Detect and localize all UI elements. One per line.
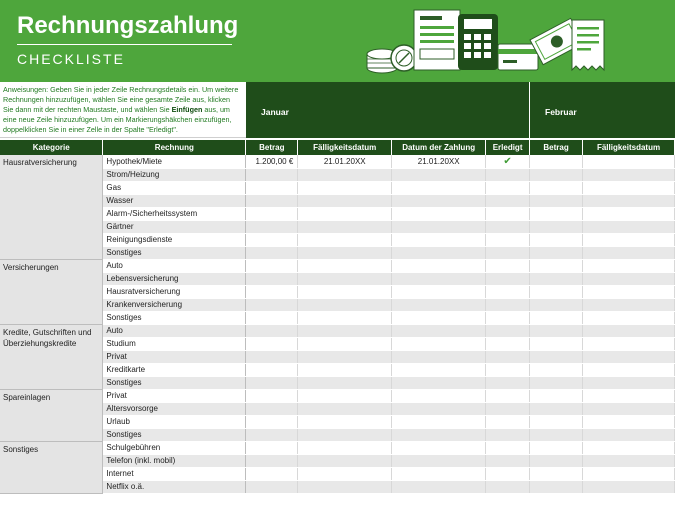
bill-name-cell[interactable]: Reinigungsdienste [103,233,246,246]
payment-date-cell[interactable] [392,233,486,246]
done-cell[interactable] [486,480,530,493]
due-date-feb-cell[interactable] [583,220,675,233]
due-date-cell[interactable] [298,285,392,298]
table-row [0,389,675,402]
calculator-icon [458,14,498,70]
amount-feb-cell[interactable] [530,389,583,402]
category-cell[interactable]: Spareinlagen [0,389,103,441]
due-date-feb-cell[interactable] [583,311,675,324]
column-header-bill[interactable]: Rechnung [103,140,246,155]
bill-name-cell[interactable]: Lebensversicherung [103,272,246,285]
amount-feb-cell[interactable] [530,194,583,207]
table-row [0,155,675,168]
bill-name-cell[interactable]: Gärtner [103,220,246,233]
due-date-feb-cell[interactable] [583,376,675,389]
payment-date-cell[interactable] [392,272,486,285]
amount-feb-cell[interactable] [530,220,583,233]
title-divider [17,44,232,45]
amount-feb-cell[interactable] [530,259,583,272]
bill-name-cell[interactable]: Gas [103,181,246,194]
column-header-payment-date[interactable]: Datum der Zahlung [392,140,486,155]
amount-cell[interactable] [246,181,298,194]
due-date-cell[interactable] [298,298,392,311]
done-cell[interactable] [486,467,530,480]
done-cell[interactable] [486,168,530,181]
done-cell[interactable] [486,285,530,298]
due-date-feb-cell[interactable] [583,233,675,246]
due-date-cell[interactable] [298,389,392,402]
due-date-feb-cell[interactable] [583,181,675,194]
due-date-feb-cell[interactable] [583,454,675,467]
column-header-row [0,140,675,155]
amount-cell[interactable] [246,285,298,298]
payment-date-cell[interactable] [392,220,486,233]
table-row [0,324,675,337]
amount-feb-cell[interactable] [530,441,583,454]
due-date-cell[interactable] [298,454,392,467]
payment-date-cell[interactable] [392,311,486,324]
due-date-feb-cell[interactable] [583,168,675,181]
due-date-cell[interactable] [298,415,392,428]
bill-name-cell[interactable]: Altersvorsorge [103,402,246,415]
payment-date-cell[interactable] [392,168,486,181]
due-date-feb-cell[interactable] [583,285,675,298]
amount-cell[interactable] [246,207,298,220]
column-header-due-date[interactable]: Fälligkeitsdatum [298,140,392,155]
instructions: Anweisungen: Geben Sie in jeder Zeile Rechnungsdetails ein. Um weitere Rechnungen hinzuzufügen, wählen Sie eine gesamte Zeile aus, klicken Sie dann mit der rechten Maustaste, und wählen Sie Einfügen aus, um eine neue Zeile hinzuzufügen. Um ein Markierungshäkchen einzufügen, doppelklicken Sie in einer Zelle in der Spalte "Erledigt". [0,82,246,138]
due-date-feb-cell[interactable] [583,402,675,415]
amount-cell[interactable] [246,337,298,350]
payment-date-cell[interactable] [392,402,486,415]
due-date-feb-cell[interactable] [583,207,675,220]
amount-cell[interactable] [246,220,298,233]
bill-name-cell[interactable]: Sonstiges [103,246,246,259]
amount-cell[interactable] [246,324,298,337]
amount-cell[interactable] [246,363,298,376]
amount-feb-cell[interactable] [530,480,583,493]
due-date-cell[interactable] [298,467,392,480]
payment-date-cell[interactable] [392,350,486,363]
done-cell[interactable] [486,324,530,337]
amount-cell[interactable] [246,272,298,285]
due-date-feb-cell[interactable] [583,337,675,350]
due-date-feb-cell[interactable] [583,272,675,285]
column-header-due-date-feb[interactable]: Fälligkeitsdatum [583,140,675,155]
bill-name-cell[interactable]: Hausratversicherung [103,285,246,298]
amount-feb-cell[interactable] [530,181,583,194]
due-date-feb-cell[interactable] [583,155,675,168]
due-date-feb-cell[interactable] [583,480,675,493]
bill-table-body [0,155,675,493]
done-cell[interactable] [486,246,530,259]
due-date-cell[interactable] [298,480,392,493]
payment-date-cell[interactable] [392,246,486,259]
payment-date-cell[interactable] [392,298,486,311]
payment-date-cell[interactable] [392,389,486,402]
payment-date-cell[interactable] [392,285,486,298]
due-date-cell[interactable] [298,233,392,246]
amount-feb-cell[interactable] [530,272,583,285]
due-date-cell[interactable] [298,220,392,233]
due-date-cell[interactable] [298,311,392,324]
due-date-cell[interactable] [298,207,392,220]
amount-feb-cell[interactable] [530,415,583,428]
due-date-feb-cell[interactable] [583,194,675,207]
due-date-cell[interactable] [298,441,392,454]
done-cell[interactable] [486,337,530,350]
due-date-cell[interactable] [298,337,392,350]
due-date-feb-cell[interactable] [583,298,675,311]
amount-cell[interactable] [246,454,298,467]
table-row [0,441,675,454]
bill-name-cell[interactable]: Auto [103,259,246,272]
amount-cell[interactable] [246,441,298,454]
column-header-done[interactable]: Erledigt [486,140,530,155]
done-cell[interactable] [486,402,530,415]
payment-date-cell[interactable] [392,324,486,337]
amount-cell[interactable] [246,194,298,207]
amount-cell[interactable] [246,168,298,181]
due-date-cell[interactable] [298,402,392,415]
payment-date-cell[interactable] [392,376,486,389]
amount-feb-cell[interactable] [530,350,583,363]
done-cell[interactable] [486,389,530,402]
due-date-feb-cell[interactable] [583,389,675,402]
amount-feb-cell[interactable] [530,402,583,415]
payment-date-cell[interactable] [392,337,486,350]
amount-cell[interactable] [246,467,298,480]
done-cell[interactable] [486,272,530,285]
done-cell[interactable] [486,220,530,233]
payment-date-cell[interactable]: 21.01.20XX [392,155,486,168]
done-cell[interactable] [486,454,530,467]
amount-feb-cell[interactable] [530,324,583,337]
done-cell[interactable] [486,233,530,246]
amount-feb-cell[interactable] [530,168,583,181]
amount-cell[interactable] [246,389,298,402]
bill-name-cell[interactable]: Sonstiges [103,428,246,441]
bill-name-cell[interactable]: Studium [103,337,246,350]
due-date-cell[interactable] [298,168,392,181]
bill-name-cell[interactable]: Krankenversicherung [103,298,246,311]
table-row [0,259,675,272]
amount-feb-cell[interactable] [530,311,583,324]
due-date-cell[interactable] [298,272,392,285]
payment-date-cell[interactable] [392,454,486,467]
bill-name-cell[interactable]: Kreditkarte [103,363,246,376]
bill-table [0,140,675,494]
due-date-feb-cell[interactable] [583,259,675,272]
amount-cell[interactable] [246,350,298,363]
category-cell[interactable]: Kredite, Gutschriften und Überziehungskredite [0,324,103,389]
bill-name-cell[interactable]: Strom/Heizung [103,168,246,181]
due-date-cell[interactable] [298,194,392,207]
bill-name-cell[interactable]: Auto [103,324,246,337]
due-date-feb-cell[interactable] [583,324,675,337]
bill-name-cell[interactable]: Hypothek/Miete [103,155,246,168]
done-cell[interactable] [486,181,530,194]
amount-feb-cell[interactable] [530,376,583,389]
bill-name-cell[interactable]: Privat [103,389,246,402]
bill-name-cell[interactable]: Privat [103,350,246,363]
finance-illustration [360,6,610,80]
amount-cell[interactable] [246,246,298,259]
done-cell[interactable] [486,363,530,376]
payment-date-cell[interactable] [392,259,486,272]
done-cell[interactable] [486,441,530,454]
amount-feb-cell[interactable] [530,363,583,376]
amount-feb-cell[interactable] [530,233,583,246]
due-date-feb-cell[interactable] [583,246,675,259]
amount-cell[interactable] [246,233,298,246]
done-cell[interactable] [486,207,530,220]
bill-name-cell[interactable]: Sonstiges [103,311,246,324]
due-date-feb-cell[interactable] [583,415,675,428]
payment-date-cell[interactable] [392,207,486,220]
page-title: Rechnungszahlung [17,12,239,39]
month-february: Februar [530,82,675,138]
done-cell[interactable] [486,311,530,324]
amount-feb-cell[interactable] [530,285,583,298]
amount-cell[interactable] [246,428,298,441]
category-cell[interactable]: Hausratversicherung [0,155,103,259]
bill-name-cell[interactable]: Alarm-/Sicherheitssystem [103,207,246,220]
payment-date-cell[interactable] [392,428,486,441]
payment-date-cell[interactable] [392,363,486,376]
page-subtitle: CHECKLISTE [17,51,125,67]
bill-name-cell[interactable]: Urlaub [103,415,246,428]
amount-cell[interactable] [246,402,298,415]
column-header-amount-feb[interactable]: Betrag [530,140,583,155]
due-date-cell[interactable] [298,324,392,337]
due-date-cell[interactable]: 21.01.20XX [298,155,392,168]
done-cell[interactable] [486,350,530,363]
due-date-feb-cell[interactable] [583,428,675,441]
done-cell[interactable] [486,259,530,272]
bill-name-cell[interactable]: Wasser [103,194,246,207]
amount-cell[interactable] [246,298,298,311]
due-date-feb-cell[interactable] [583,467,675,480]
amount-feb-cell[interactable] [530,428,583,441]
payment-date-cell[interactable] [392,441,486,454]
payment-date-cell[interactable] [392,415,486,428]
banner [0,0,675,82]
category-cell[interactable]: Versicherungen [0,259,103,324]
bill-name-cell[interactable]: Telefon (inkl. mobil) [103,454,246,467]
done-cell[interactable] [486,194,530,207]
amount-feb-cell[interactable] [530,298,583,311]
payment-date-cell[interactable] [392,194,486,207]
due-date-feb-cell[interactable] [583,441,675,454]
amount-feb-cell[interactable] [530,467,583,480]
amount-cell[interactable] [246,376,298,389]
receipt-icon [572,20,604,70]
due-date-cell[interactable] [298,350,392,363]
done-cell[interactable] [486,415,530,428]
category-cell[interactable]: Sonstiges [0,441,103,493]
bill-name-cell[interactable]: Schulgebühren [103,441,246,454]
payment-date-cell[interactable] [392,181,486,194]
due-date-cell[interactable] [298,259,392,272]
bill-name-cell[interactable]: Internet [103,467,246,480]
amount-feb-cell[interactable] [530,246,583,259]
done-cell[interactable] [486,298,530,311]
amount-cell[interactable] [246,311,298,324]
amount-cell[interactable] [246,415,298,428]
invoice-icon [414,10,460,70]
credit-card-icon [498,44,538,70]
amount-cell[interactable] [246,259,298,272]
amount-feb-cell[interactable] [530,207,583,220]
due-date-cell[interactable] [298,363,392,376]
month-january: Januar [246,82,530,138]
due-date-cell[interactable] [298,246,392,259]
coins-icon [367,45,417,73]
payment-date-cell[interactable] [392,467,486,480]
due-date-cell[interactable] [298,376,392,389]
done-cell[interactable] [486,428,530,441]
amount-feb-cell[interactable] [530,454,583,467]
amount-cell[interactable] [246,480,298,493]
payment-date-cell[interactable] [392,480,486,493]
done-cell[interactable] [486,376,530,389]
bill-name-cell[interactable]: Sonstiges [103,376,246,389]
amount-feb-cell[interactable] [530,337,583,350]
due-date-cell[interactable] [298,428,392,441]
column-header-amount[interactable]: Betrag [246,140,298,155]
due-date-feb-cell[interactable] [583,363,675,376]
done-cell[interactable]: ✔ [486,155,530,168]
due-date-feb-cell[interactable] [583,350,675,363]
due-date-cell[interactable] [298,181,392,194]
column-header-category[interactable]: Kategorie [0,140,103,155]
bill-name-cell[interactable]: Netflix o.ä. [103,480,246,493]
amount-cell[interactable]: 1.200,00 € [246,155,298,168]
amount-feb-cell[interactable] [530,155,583,168]
